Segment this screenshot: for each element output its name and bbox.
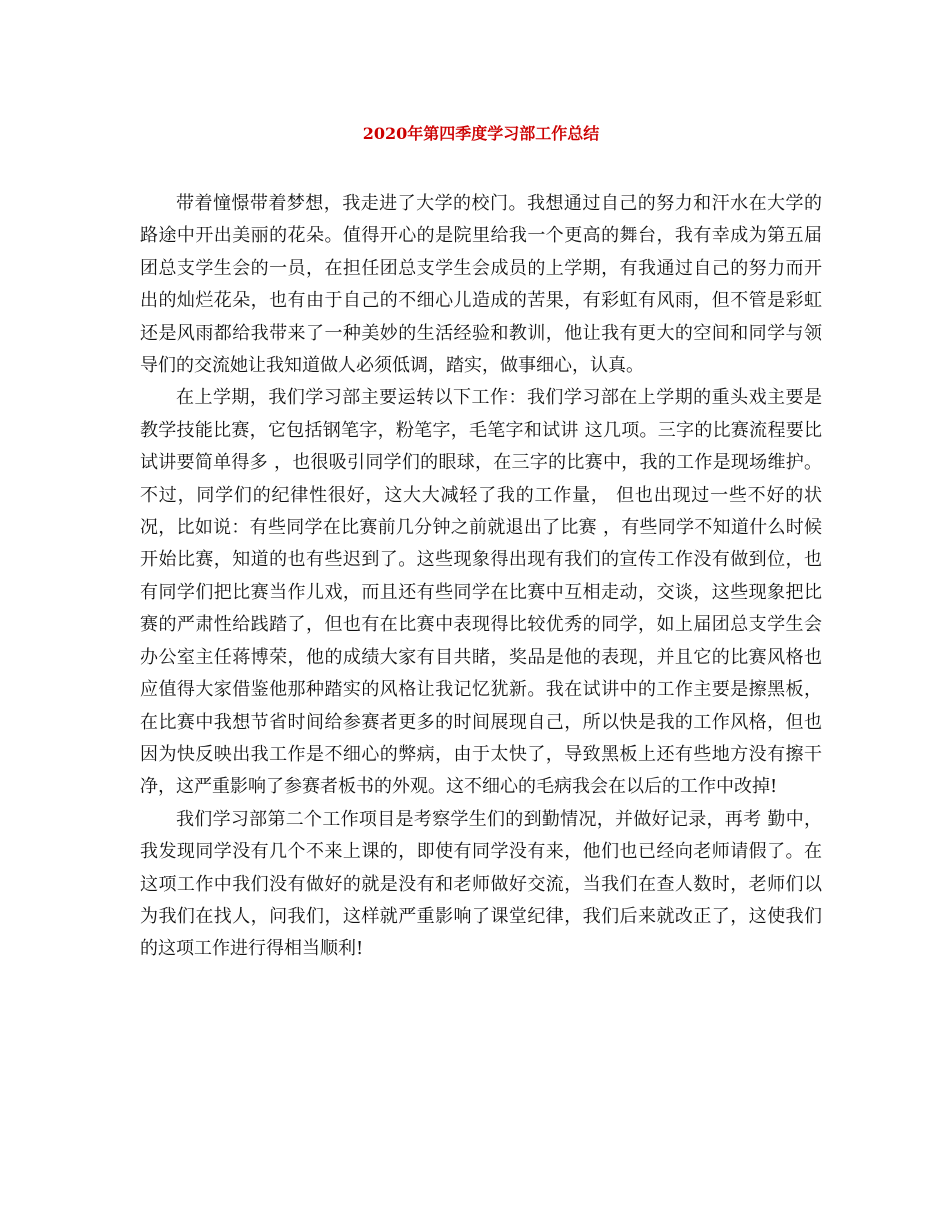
paragraph-1: 带着憧憬带着梦想，我走进了大学的校门。我想通过自己的努力和汗水在大学的路途中开出美丽的花朵。值得开心的是院里给我一个更高的舞台，我有幸成为第五届团总支学生会的一员，在担任团总支学生会成员的上学期，有我通过自己的努力而开出的灿烂花朵，也有由于自己的不细心儿造成的苦果，有彩虹有风雨，但不管是彩虹还是风雨都给我带来了一种美妙的生活经验和教训，他让我有更大的空间和同学与领导们的交流她让我知道做人必须低调，踏实，做事细心，认真。	[140, 193, 822, 377]
document-page	[140, 120, 822, 966]
paragraph-3: 我们学习部第二个工作项目是考察学生们的到勤情况，并做好记录，再考 勤中，我发现同学没有几个不来上课的，即使有同学没有来，他们也已经向老师请假了。在这项工作中我们没有做好的就是没有和老师做好交流，当我们在查人数时，老师们以为我们在找人，问我们，这样就严重影响了课堂纪律，我们后来就改正了，这使我们的这项工作进行得相当顺利!	[140, 808, 822, 960]
paragraph-2: 在上学期，我们学习部主要运转以下工作：我们学习部在上学期的重头戏主要是教学技能比赛，它包括钢笔字，粉笔字，毛笔字和试讲 这几项。三字的比赛流程要比试讲要简单得多 ，也很吸引同学们的眼球，在三字的比赛中，我的工作是现场维护。不过，同学们的纪律性很好，这大大减轻了我的工作量， 但也出现过一些不好的状况，比如说：有些同学在比赛前几分钟之前就退出了比赛 ，有些同学不知道什么时候开始比赛，知道的也有些迟到了。这些现象得出现有我们的宣传工作没有做到位，也有同学们把比赛当作儿戏，而且还有些同学在比赛中互相走动，交谈，这些现象把比赛的严肃性给践踏了，但也有在比赛中表现得比较优秀的同学，如上届团总支学生会办公室主任蒋博荣，他的成绩大家有目共睹，奖品是他的表现，并且它的比赛风格也应值得大家借鉴他那种踏实的风格让我记忆犹新。我在试讲中的工作主要是擦黑板，在比赛中我想节省时间给参赛者更多的时间展现自己，所以快是我的工作风格，但也因为快反映出我工作是不细心的弊病，由于太快了，导致黑板上还有些地方没有擦干净，这严重影响了参赛者板书的外观。这不细心的毛病我会在以后的工作中改掉!	[140, 387, 822, 798]
document-body	[140, 188, 822, 966]
document-title: 2020年第四季度学习部工作总结	[362, 124, 600, 143]
